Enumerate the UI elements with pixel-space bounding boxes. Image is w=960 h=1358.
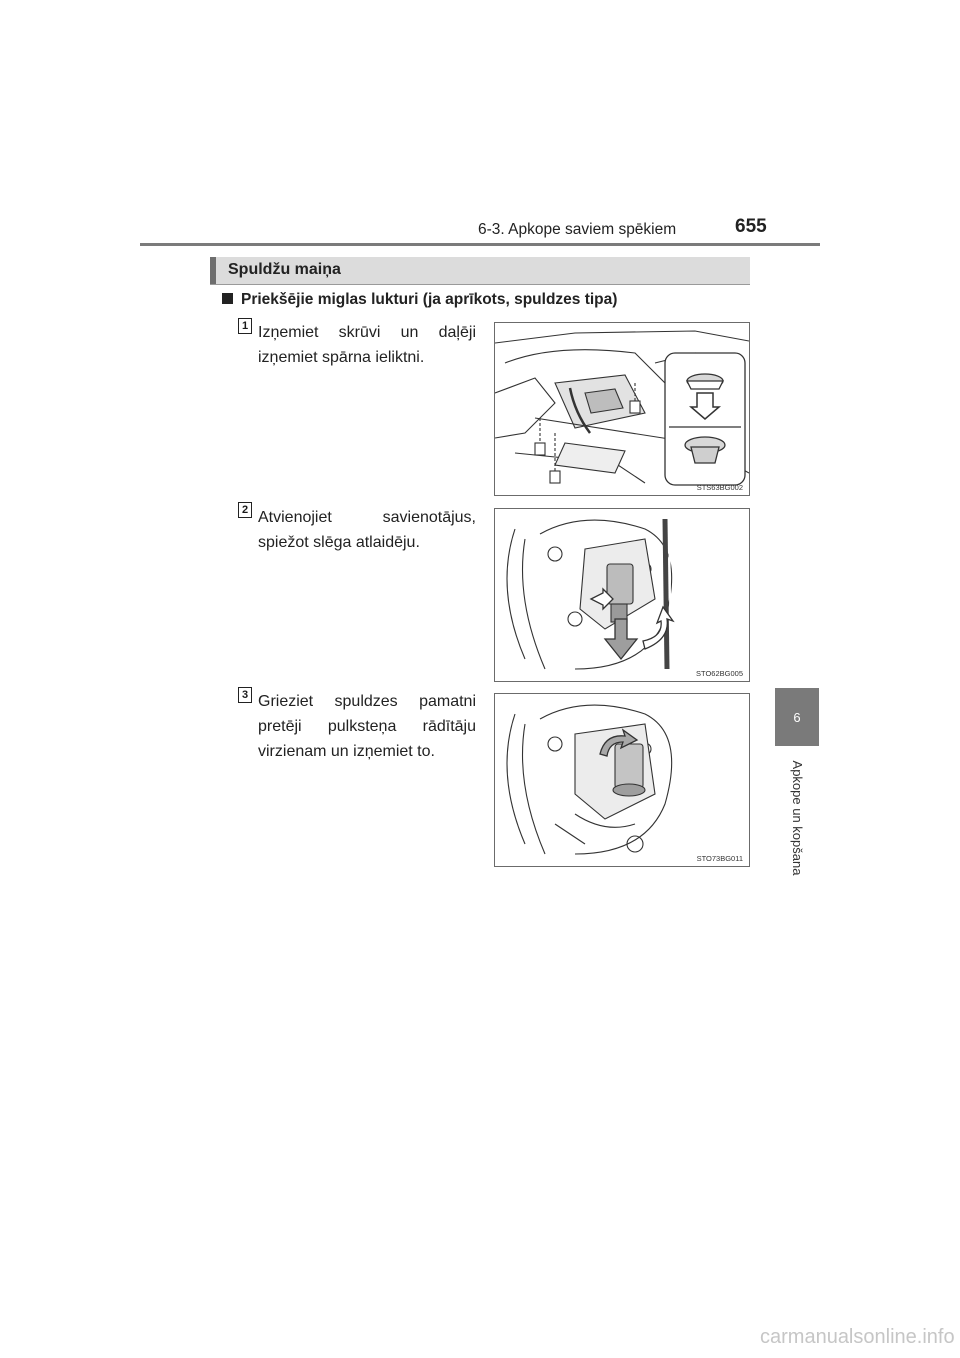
figure-2-connector — [494, 508, 750, 682]
step-number-2: 2 — [238, 502, 252, 518]
figure-1-fender-liner — [494, 322, 750, 496]
footer-watermark: carmanualsonline.info — [760, 1326, 955, 1348]
figure-3-code: STO73BG011 — [696, 854, 743, 863]
section-title: Spuldžu maiņa — [228, 261, 341, 278]
bulb-base-illustration — [495, 694, 749, 866]
figure-1-code: STS63BG002 — [696, 483, 743, 492]
step-1-text: Izņemiet skrūvi un daļēji izņemiet spārna ieliktni. — [258, 324, 476, 366]
step-3-text: Grieziet spuldzes pamatni pretēji pulksteņa rādītāju virzienam un izņemiet to. — [258, 693, 476, 760]
fender-liner-illustration — [495, 323, 749, 495]
figure-3-bulb-base — [494, 693, 750, 867]
step-number-1: 1 — [238, 318, 252, 334]
section-title-bar — [210, 257, 750, 285]
running-header-section: 6-3. Apkope saviem spēkiem — [478, 221, 677, 238]
subheading-text: Priekšējie miglas lukturi (ja aprīkots, spuldzes tipa) — [241, 291, 618, 308]
step-2-text: Atvienojiet savienotājus, spiežot slēga atlaidēju. — [258, 509, 476, 551]
header-rule — [140, 243, 820, 246]
square-bullet-icon — [222, 293, 233, 304]
chapter-number: 6 — [793, 709, 801, 725]
figure-2-code: STO62BG005 — [696, 669, 743, 678]
detail-inset — [665, 353, 745, 485]
chapter-title-vertical: Apkope un kopšana — [790, 760, 805, 876]
step-number-3: 3 — [238, 687, 252, 703]
subheading — [222, 291, 617, 309]
connector-illustration — [495, 509, 749, 681]
section-underline — [210, 284, 750, 285]
chapter-tab — [775, 688, 819, 746]
page-number: 655 — [735, 216, 767, 237]
